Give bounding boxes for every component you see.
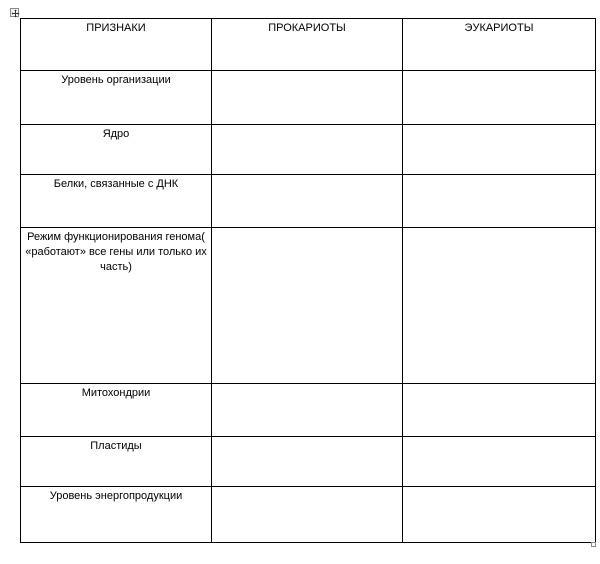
prokaryotes-cell[interactable] xyxy=(212,228,403,384)
comparison-table xyxy=(20,18,596,543)
table-row xyxy=(21,228,596,384)
eukaryotes-cell[interactable] xyxy=(403,487,596,543)
header-cell-eukaryotes[interactable]: ЭУКАРИОТЫ xyxy=(403,19,596,71)
prokaryotes-cell[interactable] xyxy=(212,487,403,543)
four-way-arrow-icon xyxy=(11,9,20,18)
eukaryotes-cell[interactable] xyxy=(403,71,596,125)
header-cell-features[interactable]: ПРИЗНАКИ xyxy=(21,19,212,71)
table-move-handle-icon[interactable] xyxy=(10,8,19,17)
feature-cell[interactable]: Пластиды xyxy=(21,437,212,487)
feature-cell[interactable]: Уровень энергопродукции xyxy=(21,487,212,543)
prokaryotes-cell[interactable] xyxy=(212,384,403,437)
header-cell-prokaryotes[interactable]: ПРОКАРИОТЫ xyxy=(212,19,403,71)
table-row xyxy=(21,384,596,437)
feature-cell[interactable]: Белки, связанные с ДНК xyxy=(21,175,212,228)
prokaryotes-cell[interactable] xyxy=(212,125,403,175)
table-row xyxy=(21,487,596,543)
prokaryotes-cell[interactable] xyxy=(212,437,403,487)
feature-cell[interactable]: Ядро xyxy=(21,125,212,175)
prokaryotes-cell[interactable] xyxy=(212,175,403,228)
eukaryotes-cell[interactable] xyxy=(403,175,596,228)
eukaryotes-cell[interactable] xyxy=(403,437,596,487)
table-row xyxy=(21,71,596,125)
header-row xyxy=(21,19,596,71)
eukaryotes-cell[interactable] xyxy=(403,384,596,437)
table-resize-handle[interactable] xyxy=(591,542,596,547)
table-row xyxy=(21,125,596,175)
feature-cell[interactable]: Режим функционирования генома( «работают» все гены или только их часть) xyxy=(21,228,212,384)
table-row xyxy=(21,437,596,487)
feature-cell[interactable]: Митохондрии xyxy=(21,384,212,437)
prokaryotes-cell[interactable] xyxy=(212,71,403,125)
eukaryotes-cell[interactable] xyxy=(403,125,596,175)
eukaryotes-cell[interactable] xyxy=(403,228,596,384)
feature-cell[interactable]: Уровень организации xyxy=(21,71,212,125)
table-row xyxy=(21,175,596,228)
